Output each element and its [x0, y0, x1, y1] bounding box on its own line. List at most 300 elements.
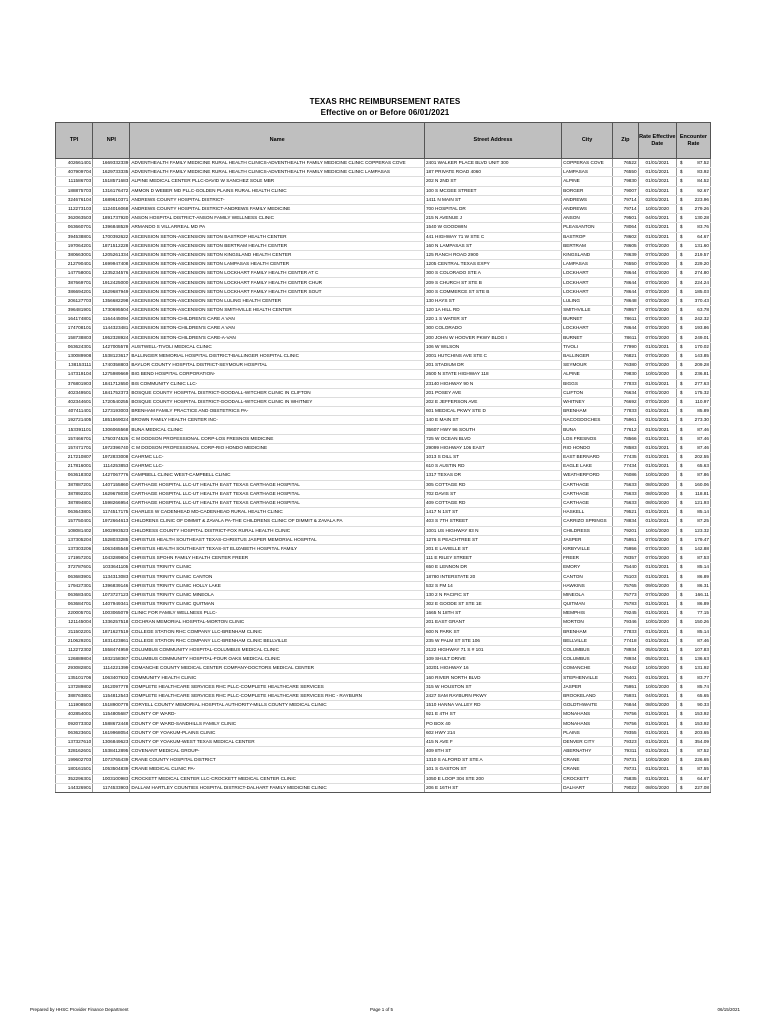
currency-symbol: $ [679, 233, 683, 239]
tpi-cell: 197064201 [56, 241, 93, 250]
table-row [56, 260, 711, 269]
table-row [56, 416, 711, 425]
address-cell: 1050 E LOOP 304 STE 200 [424, 774, 561, 783]
npi-cell: 1558474959 [93, 645, 130, 654]
rate-cell [676, 306, 710, 315]
currency-symbol: $ [679, 601, 683, 607]
table-row [56, 379, 711, 388]
zip-cell: 77833 [613, 627, 639, 636]
rate-value: 87.46 [697, 444, 709, 450]
currency-symbol: $ [679, 187, 683, 193]
tpi-cell: 174708101 [56, 324, 93, 333]
name-cell: CHILDRESS COUNTY HOSPITAL DISTRICT-FOX RURAL HEALTH CLINIC [130, 526, 425, 535]
zip-cell: 77434 [613, 462, 639, 471]
npi-cell: 1407155860 [93, 480, 130, 489]
rate-value: 110.97 [695, 398, 709, 404]
npi-cell: 1528033285 [93, 535, 130, 544]
tpi-cell: 092073302 [56, 719, 93, 728]
rate-value: 65.65 [697, 692, 709, 698]
zip-cell: 78602 [613, 232, 639, 241]
rate-date-cell: 07/01/2020 [638, 296, 676, 305]
rate-cell [676, 627, 710, 636]
tpi-cell: 387892201 [56, 489, 93, 498]
rate-date-cell: 01/01/2021 [638, 186, 676, 195]
currency-symbol: $ [679, 775, 683, 781]
rate-value: 229.20 [694, 261, 709, 267]
table-row [56, 315, 711, 324]
currency-symbol: $ [679, 784, 683, 790]
city-cell: FREER [562, 554, 613, 563]
currency-symbol: $ [679, 463, 683, 469]
rate-cell [676, 544, 710, 553]
zip-cell: 77435 [613, 453, 639, 462]
rate-value: 85.89 [697, 408, 709, 414]
name-cell: BUNA MEDICAL CLINIC [130, 425, 425, 434]
address-cell: 1411 N MAIN ST [424, 195, 561, 204]
zip-cell: 75103 [613, 572, 639, 581]
rate-cell [676, 590, 710, 599]
tpi-cell: 206127703 [56, 296, 93, 305]
tpi-cell: 063624301 [56, 342, 93, 351]
tpi-cell: 188875703 [56, 186, 93, 195]
city-cell: DENVER CITY [562, 737, 613, 746]
rate-date-cell: 07/01/2020 [638, 590, 676, 599]
currency-symbol: $ [679, 353, 683, 359]
address-cell: 125 RANCH ROAD 2900 [424, 250, 561, 259]
address-cell: 101 S GASTON ST [424, 765, 561, 774]
name-cell: ADVENTHEALTH FAMILY MEDICINE RURAL HEALTH CLINICS-ADVENTHEALTH FAMILY MEDICINE CLINIC LAMPASAS [130, 168, 425, 177]
rate-cell [676, 471, 710, 480]
rate-cell [676, 710, 710, 719]
city-cell: CARRIZO SPRINGS [562, 517, 613, 526]
rate-cell [676, 324, 710, 333]
table-row [56, 691, 711, 700]
rate-value: 86.89 [697, 601, 709, 607]
footer-page-number: Page 1 of 5 [370, 1007, 394, 1012]
rate-cell [676, 636, 710, 645]
npi-cell: 1730695504 [93, 306, 130, 315]
zip-cell: 79830 [613, 177, 639, 186]
city-cell: RIO HONDO [562, 443, 613, 452]
rate-cell [676, 260, 710, 269]
rate-date-cell: 10/01/2020 [638, 204, 676, 213]
npi-cell: 1154805687 [93, 710, 130, 719]
address-cell: 610 S AUSTIN RD [424, 462, 561, 471]
col-header-name: Name [130, 123, 425, 159]
name-cell: ASCENSION SETON-ASCENSION SETON BASTROP HEALTH CENTER [130, 232, 425, 241]
zip-cell: 75633 [613, 498, 639, 507]
name-cell: ASCENSION SETON-CHILDREN'S CARE A VAN [130, 324, 425, 333]
name-cell: CHRISTUS TRINITY CLINIC [130, 563, 425, 572]
rate-date-cell: 08/01/2020 [638, 701, 676, 710]
name-cell: COUNTY OF YOAKUM-PLAINS CLINIC [130, 728, 425, 737]
name-cell: CAMPBELL CLINIC WEST-CAMPBELL CLINIC [130, 471, 425, 480]
currency-symbol: $ [679, 637, 683, 643]
tpi-cell: 388763801 [56, 691, 93, 700]
name-cell: COLLEGE STATION RHC COMPANY LLC-BRENHAM CLINIC [130, 627, 425, 636]
table-row [56, 168, 711, 177]
city-cell: LOCKHART [562, 278, 613, 287]
tpi-cell: 063618302 [56, 471, 93, 480]
npi-cell: 1932158367 [93, 655, 130, 664]
rate-value: 170.02 [694, 343, 709, 349]
tpi-cell: 126889804 [56, 655, 93, 664]
currency-symbol: $ [679, 610, 683, 616]
city-cell: KINGSLAND [562, 250, 613, 259]
city-cell: GOLDTHWAITE [562, 701, 613, 710]
npi-cell: 1154812543 [93, 691, 130, 700]
zip-cell: 78611 [613, 333, 639, 342]
name-cell: ALPINE MEDICAL CENTER PLLC-DAVID W SANCHEZ SOLE MBR [130, 177, 425, 186]
zip-cell: 79311 [613, 747, 639, 756]
name-cell: CHRISTUS HEALTH SOUTHEAST TEXAS-CHRISTUS JASPER MEMORIAL HOSPITAL [130, 535, 425, 544]
npi-cell: 1871512228 [93, 241, 130, 250]
currency-symbol: $ [679, 398, 683, 404]
tpi-cell: 111908503 [56, 701, 93, 710]
zip-cell: 79714 [613, 204, 639, 213]
zip-cell: 78644 [613, 278, 639, 287]
rate-value: 175.32 [694, 389, 709, 395]
rate-date-cell: 01/01/2021 [638, 159, 676, 168]
rate-cell [676, 232, 710, 241]
city-cell: BERTRAM [562, 241, 613, 250]
rate-date-cell: 07/01/2020 [638, 554, 676, 563]
npi-cell: 1407949341 [93, 600, 130, 609]
rate-cell [676, 581, 710, 590]
tpi-cell: 157466701 [56, 434, 93, 443]
rate-value: 87.86 [697, 472, 709, 478]
city-cell: SEYMOUR [562, 361, 613, 370]
npi-cell: 1174533903 [93, 783, 130, 792]
zip-cell: 78583 [613, 443, 639, 452]
name-cell: ANDREWS COUNTY HOSPITAL DISTRICT-ANDREWS FAMILY MEDICINE [130, 204, 425, 213]
tpi-cell: 063683901 [56, 572, 93, 581]
tpi-cell: 164174801 [56, 315, 93, 324]
currency-symbol: $ [679, 748, 683, 754]
name-cell: CHRISTUS HEALTH SOUTHEAST TEXAS-ST ELIZABETH HOSPITAL FAMILY [130, 544, 425, 553]
rate-value: 354.09 [694, 738, 709, 744]
npi-cell: 1588672448 [93, 719, 130, 728]
rate-date-cell: 01/01/2021 [638, 342, 676, 351]
table-row [56, 186, 711, 195]
city-cell: MEMPHIS [562, 609, 613, 618]
zip-cell: 78611 [613, 315, 639, 324]
npi-cell: 1427005578 [93, 342, 130, 351]
name-cell: COUNTY OF YOAKUM-WEST TEXAS MEDICAL CENTER [130, 737, 425, 746]
table-row [56, 296, 711, 305]
table-row [56, 195, 711, 204]
address-cell: 532 S FM 14 [424, 581, 561, 590]
zip-cell: 76634 [613, 388, 639, 397]
rate-cell [676, 425, 710, 434]
rate-value: 87.46 [697, 637, 709, 643]
table-row [56, 747, 711, 756]
address-cell: 109 SHULT DRIVE [424, 655, 561, 664]
npi-cell: 1124016068 [93, 204, 130, 213]
rate-date-cell: 01/01/2021 [638, 774, 676, 783]
zip-cell: 77833 [613, 407, 639, 416]
currency-symbol: $ [679, 215, 683, 221]
tpi-cell: 387894801 [56, 498, 93, 507]
address-cell: 702 DAVIS ST [424, 489, 561, 498]
zip-cell: 76692 [613, 397, 639, 406]
currency-symbol: $ [679, 454, 683, 460]
rate-date-cell: 04/01/2021 [638, 214, 676, 223]
city-cell: CARTHAGE [562, 480, 613, 489]
name-cell: CARTHAGE HOSPITAL LLC-UT HEALTH EAST TEXAS CARTHAGE HOSPITAL [130, 498, 425, 507]
rate-date-cell: 08/01/2020 [638, 783, 676, 792]
currency-symbol: $ [679, 316, 683, 322]
col-header-tpi: TPI [56, 123, 93, 159]
city-cell: SMITHVILLE [562, 306, 613, 315]
address-cell: 302 E GOODE ST STE 1E [424, 600, 561, 609]
city-cell: JASPER [562, 682, 613, 691]
city-cell: QUITMAN [562, 600, 613, 609]
table-row [56, 664, 711, 673]
address-cell: 235 W PALM ST STE 106 [424, 636, 561, 645]
npi-cell: 1750374526 [93, 434, 130, 443]
tpi-cell: 396481901 [56, 306, 93, 315]
rate-cell [676, 278, 710, 287]
name-cell: BALLINGER MEMORIAL HOSPITAL DISTRICT-BALLINGER HOSPITAL CLINIC [130, 351, 425, 360]
currency-symbol: $ [679, 720, 683, 726]
zip-cell: 78644 [613, 287, 639, 296]
name-cell: CHARLES W CADENHEAD MD-CADENHEAD RURAL HEALTH CLINIC [130, 508, 425, 517]
rate-value: 249.01 [694, 334, 709, 340]
col-header-city: City [562, 123, 613, 159]
rate-cell [676, 241, 710, 250]
address-cell: 111 E RILEY STREET [424, 554, 561, 563]
city-cell: BROOKELAND [562, 691, 613, 700]
rate-cell [676, 618, 710, 627]
rate-cell [676, 351, 710, 360]
npi-cell: 1740358803 [93, 361, 130, 370]
city-cell: WHITNEY [562, 397, 613, 406]
name-cell: CHRISTUS TRINITY CLINIC MINEOLA [130, 590, 425, 599]
name-cell: COLUMBUS COMMUNITY HOSPITAL-COLUMBUS MEDICAL CLINIC [130, 645, 425, 654]
rate-cell [676, 296, 710, 305]
rate-date-cell: 01/01/2021 [638, 379, 676, 388]
city-cell: BORGER [562, 186, 613, 195]
city-cell: CLIFTON [562, 388, 613, 397]
currency-symbol: $ [679, 647, 683, 653]
npi-cell: 1912425000 [93, 278, 130, 287]
city-cell: LAMPASAS [562, 260, 613, 269]
rate-date-cell: 01/01/2021 [638, 508, 676, 517]
city-cell: BASTROP [562, 232, 613, 241]
zip-cell: 79245 [613, 609, 639, 618]
table-row [56, 728, 711, 737]
rate-value: 279.26 [694, 206, 709, 212]
rate-value: 85.14 [697, 509, 709, 515]
rate-value: 143.85 [694, 353, 709, 359]
rate-value: 226.65 [694, 757, 709, 763]
name-cell: ASCENSION SETON-ASCENSION SETON LAMPASAS HEALTH CENTER [130, 260, 425, 269]
footer-prepared-by: Prepared by HHSC Provider Finance Department [30, 1007, 129, 1012]
zip-cell: 76522 [613, 159, 639, 168]
rate-value: 219.57 [694, 251, 709, 257]
npi-cell: 1629678030 [93, 489, 130, 498]
rate-value: 131.92 [694, 665, 709, 671]
address-cell: 602 HWY 214 [424, 728, 561, 737]
rate-value: 64.67 [697, 233, 709, 239]
page-subtitle: Effective on or Before 06/01/2021 [320, 108, 450, 117]
tpi-cell: 387887201 [56, 480, 93, 489]
address-cell: 315 W HOUSTON ST [424, 682, 561, 691]
rate-cell [676, 526, 710, 535]
rate-cell [676, 554, 710, 563]
tpi-cell: 144326901 [56, 783, 93, 792]
address-cell: 23140 HIGHWAY 90 N [424, 379, 561, 388]
table-row [56, 223, 711, 232]
address-cell: 1510 HANNA VALLEY RD [424, 701, 561, 710]
rate-cell [676, 765, 710, 774]
city-cell: CHILDRESS [562, 526, 613, 535]
currency-symbol: $ [679, 169, 683, 175]
currency-symbol: $ [679, 472, 683, 478]
rate-cell [676, 186, 710, 195]
currency-symbol: $ [679, 325, 683, 331]
rate-value: 85.74 [697, 683, 709, 689]
name-cell: ADVENTHEALTH FAMILY MEDICINE RURAL HEALTH CLINICS-ADVENTHEALTH FAMILY MEDICINE CLINIC COPPERAS COVE [130, 159, 425, 168]
rate-cell [676, 370, 710, 379]
rate-cell [676, 682, 710, 691]
table-row [56, 618, 711, 627]
name-cell: BIS COMMUNITY CLINIC LLC- [130, 379, 425, 388]
tpi-cell: 211502201 [56, 627, 93, 636]
currency-symbol: $ [679, 371, 683, 377]
zip-cell: 77418 [613, 636, 639, 645]
table-row [56, 655, 711, 664]
rate-cell [676, 498, 710, 507]
name-cell: AMMON D WEBER MD PLLC-GOLDEN PLAINS RURAL HEALTH CLINIC [130, 186, 425, 195]
rate-cell [676, 195, 710, 204]
currency-symbol: $ [679, 536, 683, 542]
address-cell: 220 1 S WATER ST [424, 315, 561, 324]
npi-cell: 1538123617 [93, 351, 130, 360]
rate-value: 179.47 [694, 536, 709, 542]
city-cell: LOS FRESNOS [562, 434, 613, 443]
zip-cell: 78834 [613, 517, 639, 526]
name-cell: CHRISTUS TRINITY CLINIC QUITMAN [130, 600, 425, 609]
name-cell: ASCENSION SETON-ASCENSION SETON LOCKHART FAMILY HEALTH CENTER SOUT [130, 287, 425, 296]
address-cell: 1001 US HIGHWAY 83 N [424, 526, 561, 535]
rate-date-cell: 01/01/2021 [638, 168, 676, 177]
rate-cell [676, 287, 710, 296]
table-row [56, 453, 711, 462]
currency-symbol: $ [679, 545, 683, 551]
rate-date-cell: 07/01/2020 [638, 315, 676, 324]
table-row [56, 737, 711, 746]
rate-cell [676, 214, 710, 223]
address-cell: 120 1A HILL RD [424, 306, 561, 315]
city-cell: LAMPASAS [562, 168, 613, 177]
rate-date-cell: 01/01/2021 [638, 710, 676, 719]
table-row [56, 517, 711, 526]
address-cell: 1013 S DILL ST [424, 453, 561, 462]
rate-date-cell: 02/01/2021 [638, 195, 676, 204]
city-cell: JASPER [562, 535, 613, 544]
rate-value: 90.33 [697, 702, 709, 708]
zip-cell: 79346 [613, 618, 639, 627]
name-cell: CHRISTUS TRINITY CLINIC HOLLY LAKE [130, 581, 425, 590]
table-row [56, 370, 711, 379]
npi-cell: 1063407922 [93, 673, 130, 682]
tpi-cell: 147319104 [56, 370, 93, 379]
table-row [56, 774, 711, 783]
tpi-cell: 121145004 [56, 618, 93, 627]
rate-cell [676, 159, 710, 168]
rate-date-cell: 01/01/2021 [638, 453, 676, 462]
rate-date-cell: 01/01/2021 [638, 728, 676, 737]
name-cell: COMPLETE HEALTHCARE SERVICES RHC PLLC-COMPLETE HEALTHCARE SERVICES [130, 682, 425, 691]
rate-value: 153.92 [694, 711, 709, 717]
rate-cell [676, 691, 710, 700]
rate-cell [676, 315, 710, 324]
npi-cell: 1629687949 [93, 287, 130, 296]
tpi-cell: 352296301 [56, 774, 93, 783]
npi-cell: 1336257518 [93, 618, 130, 627]
tpi-cell: 112272302 [56, 645, 93, 654]
address-cell: 140 E MAIN ST [424, 416, 561, 425]
rate-value: 223.96 [694, 196, 709, 202]
zip-cell: 79756 [613, 710, 639, 719]
city-cell: CARTHAGE [562, 498, 613, 507]
tpi-cell: 180161501 [56, 765, 93, 774]
zip-cell: 79830 [613, 370, 639, 379]
name-cell: ASCENSION SETON-ASCENSION SETON KINGSLAND HEALTH CENTER [130, 250, 425, 259]
table-row [56, 554, 711, 563]
tpi-cell: 328162601 [56, 747, 93, 756]
rate-date-cell: 07/01/2020 [638, 269, 676, 278]
zip-cell: 75440 [613, 563, 639, 572]
currency-symbol: $ [679, 674, 683, 680]
name-cell: CARTHAGE HOSPITAL LLC-UT HEALTH EAST TEXAS CARTHAGE HOSPITAL [130, 480, 425, 489]
name-cell: CHRISTUS TRINITY CLINIC CANTON [130, 572, 425, 581]
rate-value: 83.77 [697, 674, 709, 680]
rate-date-cell: 01/01/2021 [638, 443, 676, 452]
name-cell: AUSTWELL-TIVOLI MEDICAL CLINIC [130, 342, 425, 351]
currency-symbol: $ [679, 362, 683, 368]
rate-value: 64.67 [697, 775, 709, 781]
name-cell: COMMUNITY HEALTH CLINIC [130, 673, 425, 682]
address-cell: 187 PRIVATE ROAD 4060 [424, 168, 561, 177]
zip-cell: 78566 [613, 434, 639, 443]
currency-symbol: $ [679, 196, 683, 202]
rate-date-cell: 07/01/2020 [638, 351, 676, 360]
currency-symbol: $ [679, 757, 683, 763]
rate-value: 193.86 [694, 325, 709, 331]
rate-value: 130.28 [694, 215, 709, 221]
rate-date-cell: 07/01/2020 [638, 306, 676, 315]
city-cell: NACOGDOCHES [562, 416, 613, 425]
address-cell: 2122 HIGHWAY 71 S # 101 [424, 645, 561, 654]
table-row [56, 177, 711, 186]
table-row [56, 159, 711, 168]
currency-symbol: $ [679, 279, 683, 285]
currency-symbol: $ [679, 766, 683, 772]
table-row [56, 544, 711, 553]
rate-date-cell: 10/01/2020 [638, 664, 676, 673]
name-cell: CORYELL COUNTY MEMORIAL HOSPITAL AUTHORITY-MILLS COUNTY MEDICAL CLINIC [130, 701, 425, 710]
rate-value: 63.78 [697, 307, 709, 313]
table-row [56, 407, 711, 416]
rate-cell [676, 480, 710, 489]
tpi-cell: 063623601 [56, 728, 93, 737]
table-row [56, 581, 711, 590]
address-cell: 215 N AVENUE J [424, 214, 561, 223]
tpi-cell: 387669701 [56, 278, 93, 287]
